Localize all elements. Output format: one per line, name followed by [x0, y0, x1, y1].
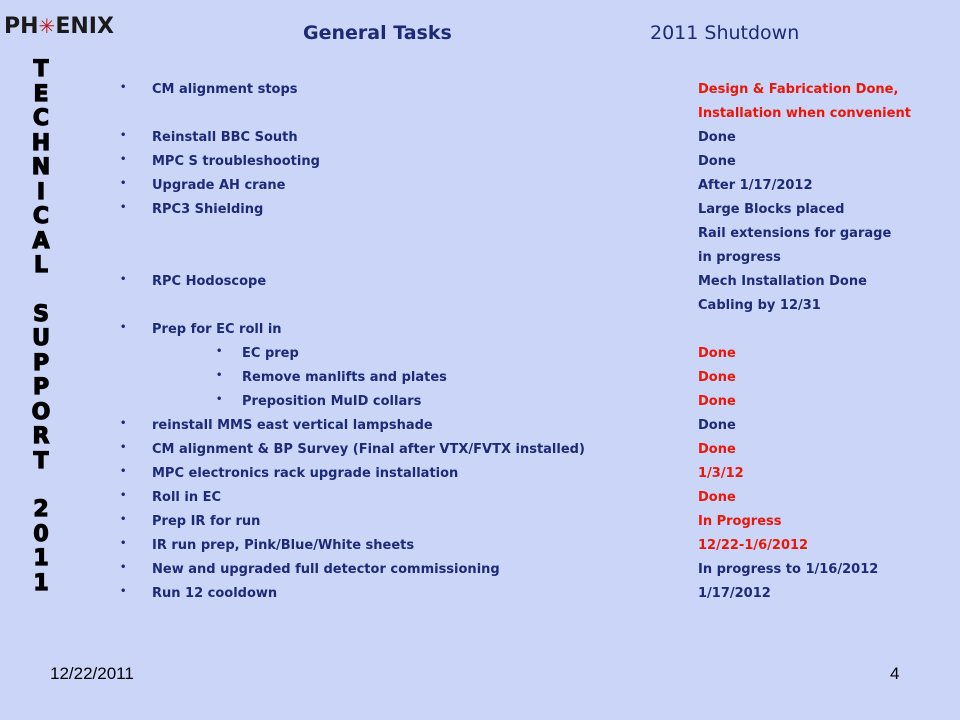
- task-name: Run 12 cooldown: [152, 586, 278, 601]
- side-title-technical-letter: N: [31, 155, 51, 180]
- task-status: In Progress: [698, 514, 782, 529]
- bullet-icon: •: [120, 538, 127, 549]
- task-row: [0, 512, 960, 536]
- bullet-icon: •: [216, 346, 223, 357]
- bullet-icon: •: [216, 370, 223, 381]
- task-row: [0, 320, 960, 344]
- task-row: [0, 248, 960, 272]
- task-name: Prep IR for run: [152, 514, 261, 529]
- task-row: [0, 152, 960, 176]
- task-row: [0, 560, 960, 584]
- logo-text-left: PH: [4, 14, 39, 39]
- task-name: Prep for EC roll in: [152, 322, 282, 337]
- bullet-icon: •: [120, 490, 127, 501]
- task-status: Done: [698, 346, 736, 361]
- side-title-technical-letter: C: [32, 106, 50, 131]
- task-row: [0, 464, 960, 488]
- bullet-icon: •: [120, 466, 127, 477]
- phenix-logo: [4, 14, 114, 39]
- task-row: [0, 80, 960, 104]
- bullet-icon: •: [120, 322, 127, 333]
- task-name: reinstall MMS east vertical lampshade: [152, 418, 433, 433]
- task-name: Remove manlifts and plates: [242, 370, 447, 385]
- side-title-support-letter: O: [31, 399, 51, 425]
- side-title-support-letter: S: [33, 301, 49, 327]
- task-name: New and upgraded full detector commissioning: [152, 562, 500, 577]
- side-title-technical-letter: H: [31, 130, 51, 156]
- task-row: [0, 392, 960, 416]
- bullet-icon: •: [216, 394, 223, 405]
- task-status: Cabling by 12/31: [698, 298, 821, 313]
- side-title-support-letter: T: [33, 448, 49, 474]
- task-name: Roll in EC: [152, 490, 222, 505]
- task-name: CM alignment stops: [152, 82, 298, 97]
- side-title-support-letter: P: [32, 350, 50, 376]
- side-title-year-letter: 0: [33, 521, 49, 547]
- task-row: [0, 416, 960, 440]
- task-status: In progress to 1/16/2012: [698, 562, 879, 577]
- page-number: 4: [890, 664, 900, 683]
- task-status: Rail extensions for garage: [698, 226, 892, 241]
- side-title-year-letter: 1: [33, 546, 49, 571]
- task-status: Done: [698, 370, 736, 385]
- logo-star-icon: ✳: [38, 14, 56, 38]
- task-row: [0, 344, 960, 368]
- bullet-icon: •: [120, 586, 127, 597]
- task-row: [0, 200, 960, 224]
- task-name: CM alignment & BP Survey (Final after VTX/FVTX installed): [152, 442, 585, 457]
- task-status: Mech Installation Done: [698, 274, 867, 289]
- side-title-year-letter: 1: [33, 570, 49, 596]
- bullet-icon: •: [120, 562, 127, 573]
- task-status: Done: [698, 130, 736, 145]
- side-title-support-letter: P: [32, 375, 50, 400]
- slide-subtitle: 2011 Shutdown: [650, 22, 800, 44]
- footer-date: 12/22/2011: [50, 664, 134, 683]
- task-row: [0, 128, 960, 152]
- task-status: Done: [698, 418, 736, 433]
- task-status: Done: [698, 442, 736, 457]
- task-row: [0, 296, 960, 320]
- side-title-year-letter: 2: [33, 497, 49, 522]
- task-row: [0, 488, 960, 512]
- task-status: 12/22-1/6/2012: [698, 538, 809, 553]
- bullet-icon: •: [120, 418, 127, 429]
- task-name: RPC Hodoscope: [152, 274, 267, 289]
- task-row: [0, 272, 960, 296]
- bullet-icon: •: [120, 514, 127, 525]
- task-status: Done: [698, 490, 736, 505]
- task-row: [0, 176, 960, 200]
- task-name: RPC3 Shielding: [152, 202, 264, 217]
- task-name: EC prep: [242, 346, 299, 361]
- bullet-icon: •: [120, 202, 127, 213]
- task-status: in progress: [698, 250, 781, 265]
- side-title-technical-letter: C: [32, 204, 50, 229]
- task-status: Installation when convenient: [698, 106, 911, 121]
- task-status: Done: [698, 154, 736, 169]
- task-status: Design & Fabrication Done,: [698, 82, 899, 97]
- side-title-support-letter: R: [32, 424, 50, 449]
- bullet-icon: •: [120, 178, 127, 189]
- task-row: [0, 368, 960, 392]
- task-name: Upgrade AH crane: [152, 178, 286, 193]
- task-name: MPC S troubleshooting: [152, 154, 320, 169]
- side-title-support-letter: U: [32, 326, 50, 351]
- task-status: Large Blocks placed: [698, 202, 845, 217]
- task-name: Reinstall BBC South: [152, 130, 298, 145]
- task-status: 1/17/2012: [698, 586, 771, 601]
- side-title-technical-letter: T: [33, 57, 49, 82]
- side-title-technical-letter: L: [33, 253, 49, 278]
- logo-text-right: ENIX: [55, 14, 114, 39]
- task-row: [0, 224, 960, 248]
- slide-title: General Tasks: [303, 22, 452, 44]
- side-title-technical-letter: A: [32, 228, 50, 254]
- task-row: [0, 536, 960, 560]
- task-row: [0, 440, 960, 464]
- task-row: [0, 104, 960, 128]
- side-title-technical-letter: E: [33, 81, 49, 107]
- task-status: 1/3/12: [698, 466, 744, 481]
- side-title-technical-letter: I: [36, 179, 46, 205]
- bullet-icon: •: [120, 82, 127, 93]
- task-row: [0, 584, 960, 608]
- bullet-icon: •: [120, 274, 127, 285]
- task-status: Done: [698, 394, 736, 409]
- bullet-icon: •: [120, 442, 127, 453]
- task-name: IR run prep, Pink/Blue/White sheets: [152, 538, 415, 553]
- task-name: Preposition MuID collars: [242, 394, 422, 409]
- bullet-icon: •: [120, 154, 127, 165]
- task-name: MPC electronics rack upgrade installation: [152, 466, 459, 481]
- bullet-icon: •: [120, 130, 127, 141]
- task-status: After 1/17/2012: [698, 178, 813, 193]
